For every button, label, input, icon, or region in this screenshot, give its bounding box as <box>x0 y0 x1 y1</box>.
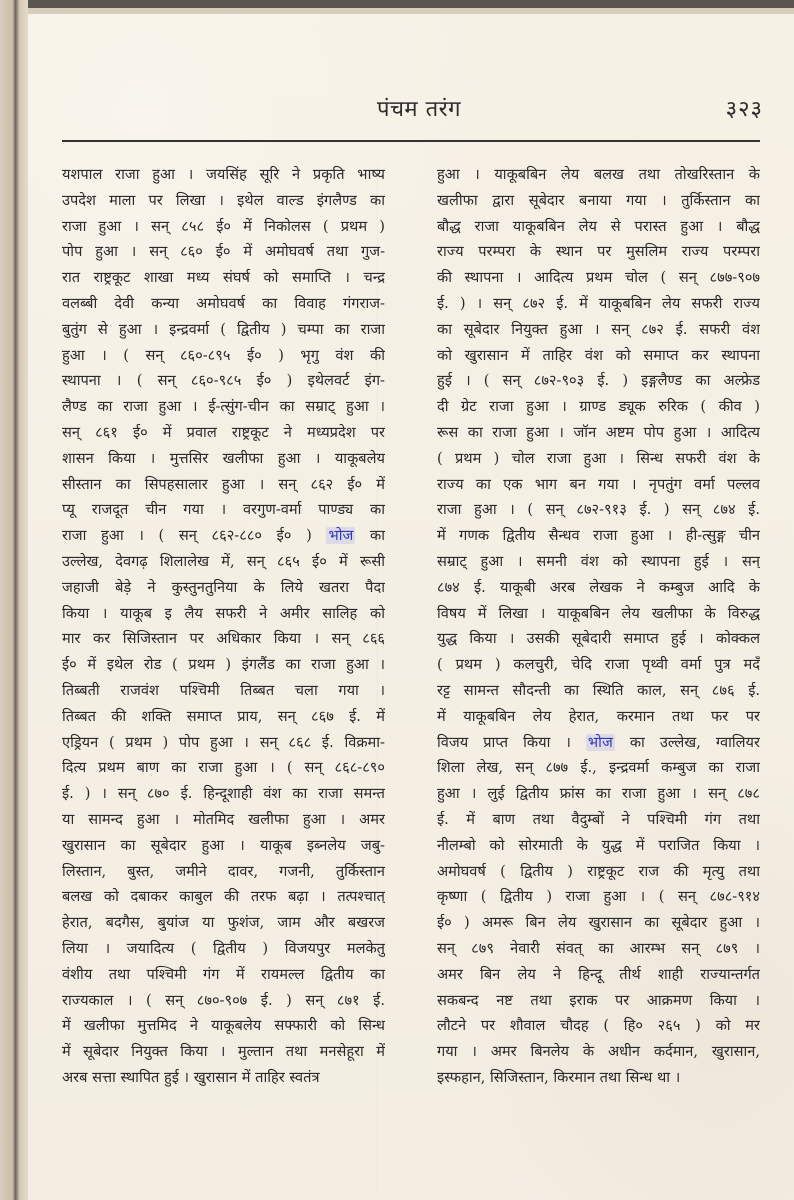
right-column-line <box>437 265 760 291</box>
left-column-line <box>62 936 385 962</box>
right-line-text: रट्ट सामन्त सौदन्ती का स्थिति काल, सन् ८७६ ई. <box>437 681 760 699</box>
right-line-text: राजा हुआ । ( सन् ८७२-९१३ ई. ) सन् ८७४ ई. <box>437 501 760 519</box>
left-line-text: बुतुंग से हुआ । इन्द्रवर्मा ( द्वितीय ) चम्पा का राजा <box>62 320 385 338</box>
left-column-line <box>62 781 385 807</box>
left-column-line <box>62 755 385 781</box>
left-column-line <box>62 575 385 601</box>
right-line-text: कृष्णा ( द्वितीय ) राजा हुआ । ( सन् ८७८-९१४ <box>437 888 760 906</box>
left-column-line <box>62 1039 385 1065</box>
right-column-line <box>437 368 760 394</box>
right-column-line <box>437 730 760 756</box>
header-divider <box>62 140 760 142</box>
left-line-text: किया । याकूब इ लैय सफरी ने अमीर सालिह को <box>62 604 385 622</box>
right-line-text: नीलम्बो को सोरमाती के युद्ध में पराजित किया । <box>437 836 760 854</box>
right-line-text: शिला लेख, सन् ८७७ ई., इन्द्रवर्मा कम्बुज का राजा <box>437 759 760 777</box>
right-column-line <box>437 394 760 420</box>
left-column-line <box>62 188 385 214</box>
left-column-line <box>62 317 385 343</box>
right-column-line <box>437 446 760 472</box>
left-line-text: बलख को दबाकर काबुल की तरफ बढ़ा । तत्पश्चात् <box>62 888 385 906</box>
right-line-text: राज्य का एक भाग बन गया । नृपतुंग वर्मा पल्लव <box>437 475 760 493</box>
left-line-text: राज्यकाल । ( सन् ८७०-९०७ ई. ) सन् ८७१ ई. <box>62 991 385 1009</box>
left-line-text: लिस्तान, बुस्त, जमीने दावर, गजनी, तुर्किस्तान <box>62 862 385 880</box>
right-line-text: युद्ध किया । उसकी सूबेदारी समाप्त हुई । कोक्कल <box>437 630 760 648</box>
left-line-text: प्यू राजदूत चीन गया । वरगुण-वर्मा पाण्ड्य का <box>62 501 385 519</box>
left-line-text: सन् ८६१ ई० में प्रवाल राष्ट्रकूट ने मध्यप्रदेश पर <box>62 423 385 441</box>
page-header <box>28 14 794 154</box>
highlighted-term: भोज <box>328 527 354 545</box>
left-column-line <box>62 1013 385 1039</box>
right-column-line <box>437 652 760 678</box>
left-line-text: वलब्बी देवी कन्या अमोघवर्ष का विवाह गंगराज- <box>62 294 385 312</box>
right-column-line <box>437 575 760 601</box>
left-line-text: उल्लेख, देवगढ़ शिलालेख में, सन् ८६५ ई० में रूसी <box>62 552 385 570</box>
left-line-text: खुरासान का सूबेदार हुआ । याकूब इब्नलेय जबु- <box>62 836 385 854</box>
left-column-line <box>62 859 385 885</box>
right-column-line <box>437 626 760 652</box>
left-column-line <box>62 601 385 627</box>
left-line-text: राजा हुआ । ( सन् ८६२-८८० ई० ) <box>62 527 327 545</box>
right-column-line <box>437 497 760 523</box>
left-column-line <box>62 626 385 652</box>
left-line-text: तिब्बती राजवंश पश्चिमी तिब्बत चला गया । <box>62 681 385 699</box>
right-column-line <box>437 601 760 627</box>
left-line-text: में सूबेदार नियुक्त किया । मुल्तान तथा मनसेहूरा में <box>62 1043 385 1061</box>
left-line-text: में खलीफा मुत्तमिद ने याकूबलेय सफ्फारी को सिन्ध <box>62 1017 385 1035</box>
right-column-line <box>437 239 760 265</box>
right-column-line <box>437 420 760 446</box>
right-line-text: हुआ । याकूबबिन लेय बलख तथा तोखरिस्तान के <box>437 166 760 183</box>
right-column <box>437 162 760 1091</box>
left-column-line <box>62 807 385 833</box>
left-line-text: शासन किया । मुत्तसिर खलीफा हुआ । याकूबलेय <box>62 449 385 467</box>
right-line-text: की स्थापना । आदित्य प्रथम चोल ( सन् ८७७-९०७ <box>437 269 760 287</box>
right-column-line <box>437 188 760 214</box>
left-column-line <box>62 833 385 859</box>
left-column-line <box>62 730 385 756</box>
left-line-text: सीस्तान का सिपहसालार हुआ । सन् ८६२ ई० में <box>62 475 385 493</box>
left-line-text: उपदेश माला पर लिखा । इथेल वाल्ड इंगलैण्ड का <box>62 191 385 209</box>
right-column-line <box>437 833 760 859</box>
right-line-text: ( प्रथम ) कलचुरी, चेदि राजा पृथ्वी वर्मा पुत्र मदँ <box>437 656 760 674</box>
chapter-title: पंचम तरंग <box>376 97 462 122</box>
right-line-text: गया । अमर बिनलेय के अधीन कर्दमान, खुरासान, <box>437 1043 760 1061</box>
left-column-line <box>62 988 385 1014</box>
page <box>28 14 794 1200</box>
left-line-text: जहाजी बेड़े ने कुस्तुनतुनिया के लिये खतरा पैदा <box>62 578 385 596</box>
right-column-line <box>437 859 760 885</box>
left-column-line <box>62 368 385 394</box>
body-columns <box>62 162 760 1194</box>
left-line-text: राजा हुआ । सन् ८५८ ई० में निकोलस ( प्रथम ) <box>62 217 385 235</box>
left-line-text: यशपाल राजा हुआ । जयसिंह सूरि ने प्रकृति भाष्य <box>62 166 385 183</box>
right-column-line <box>437 755 760 781</box>
left-line-text: लिया । जयादित्य ( द्वितीय ) विजयपुर मलकेतु <box>62 939 385 957</box>
right-column-line <box>437 962 760 988</box>
right-line-text: दी ग्रेट राजा हुआ । ग्राण्ड ड्यूक रुरिक ( कीव ) <box>437 398 760 416</box>
right-column-line <box>437 1065 760 1091</box>
right-column-line <box>437 936 760 962</box>
left-column-line <box>62 291 385 317</box>
right-line-text: हुआ । लुई द्वितीय फ्रांस का राजा हुआ । सन् ८७८ <box>437 785 760 803</box>
right-line-text: अमोघवर्ष ( द्वितीय ) राष्ट्रकूट राज की मृत्यु तथा <box>437 862 760 880</box>
left-column-line <box>62 678 385 704</box>
page-number: ३२३ <box>725 97 763 122</box>
right-line-text: का सूबेदार नियुक्त हुआ । सन् ८७२ ई. सफरी वंश <box>437 320 760 338</box>
right-line-text: रूस का राजा हुआ । जॉन अष्टम पोप हुआ । आदित्य <box>437 423 760 441</box>
left-column-line <box>62 472 385 498</box>
left-line-text: रात राष्ट्रकूट शाखा मध्य संघर्ष को समाप्ति । चन्द्र <box>62 269 385 287</box>
right-column-line <box>437 884 760 910</box>
left-line-text: ई. ) । सन् ८७० ई. हिन्दूशाही वंश का राजा समन्त <box>62 785 385 803</box>
left-column-line <box>62 1065 385 1091</box>
right-column-line <box>437 910 760 936</box>
left-line-text: हुआ । ( सन् ८६०-८९५ ई० ) भृगु वंश की <box>62 346 385 364</box>
right-line-text: राज्य परम्परा के स्थान पर मुसलिम राज्य परम्परा <box>437 243 760 261</box>
left-column-line <box>62 420 385 446</box>
right-column-line <box>437 781 760 807</box>
left-line-text: वंशीय तथा पश्चिमी गंग में रायमल्ल द्वितीय का <box>62 965 385 983</box>
left-column-line <box>62 884 385 910</box>
right-line-text: ई. ) । सन् ८७२ ई. में याकूबबिन लेय सफरी राज्य <box>437 294 760 312</box>
right-column-line <box>437 343 760 369</box>
right-line-text: ( प्रथम ) चोल राजा हुआ । सिन्ध सफरी वंश के <box>437 449 760 467</box>
right-column-line <box>437 1013 760 1039</box>
left-line-text: ई० में इथेल रोड ( प्रथम ) इंगलैंड का राजा हुआ । <box>62 656 385 674</box>
left-column-line <box>62 239 385 265</box>
right-line-text: विषय में लिखा । याकूबबिन लेय खलीफा के विरुद्ध <box>437 604 760 622</box>
right-line-text: का उल्लेख, ग्वालियर <box>614 733 760 751</box>
right-line-text: सन् ८७९ नेवारी संवत् का आरम्भ सन् ८७९ । <box>437 939 760 957</box>
left-column-line <box>62 910 385 936</box>
left-column-line <box>62 549 385 575</box>
left-column-line <box>62 394 385 420</box>
left-line-text: मार कर सिजिस्तान पर अधिकार किया । सन् ८६६ <box>62 630 385 648</box>
left-column-line <box>62 652 385 678</box>
left-column-line <box>62 704 385 730</box>
left-column-line <box>62 162 385 188</box>
right-column-line <box>437 1039 760 1065</box>
left-line-text: लैण्ड का राजा हुआ । ई-त्सुंग-चीन का सम्राट् हुआ । <box>62 398 385 416</box>
right-column-line <box>437 704 760 730</box>
left-column-line <box>62 962 385 988</box>
left-column-line <box>62 343 385 369</box>
right-column-line <box>437 291 760 317</box>
left-column-line <box>62 265 385 291</box>
right-column-line <box>437 214 760 240</box>
page-top-border <box>24 0 794 8</box>
right-line-text: हुई । ( सन् ८७२-९०३ ई. ) इङ्गलैण्ड का अल्फ्रेड <box>437 372 760 390</box>
right-line-text: को खुरासान में ताहिर वंश को समाप्त कर स्थापना <box>437 346 760 364</box>
right-line-text: सकबन्द नष्ट तथा इराक पर आक्रमण किया । <box>437 991 760 1009</box>
right-column-line <box>437 678 760 704</box>
right-line-text: ८७४ ई. याकूबी अरब लेखक ने कम्बुज आदि के <box>437 578 760 596</box>
left-line-text: या सामन्द हुआ । मोतमिद खलीफा हुआ । अमर <box>62 810 385 828</box>
right-line-text: में गणक द्वितीय सैन्धव राजा हुआ । ही-त्सुङ्ग चीन <box>437 527 760 545</box>
right-line-text: में याकूबबिन लेय हेरात, करमान तथा फर पर <box>437 707 760 725</box>
left-line-text: अरब सत्ता स्थापित हुई । खुरासान में ताहिर स्वतंत्र <box>62 1068 320 1086</box>
right-line-text: सम्राट् हुआ । समनी वंश को स्थापना हुई । सन् <box>437 552 760 570</box>
left-line-text: तिब्बत की शक्ति समाप्त प्राय, सन् ८६७ ई. में <box>62 707 385 725</box>
right-line-text: ई. में बाण तथा वैदुम्बों ने पश्चिमी गंग तथा <box>437 810 760 828</box>
left-line-text: पोप हुआ । सन् ८६० ई० में अमोघवर्ष तथा गुज- <box>62 243 385 261</box>
column-gutter <box>377 164 378 1192</box>
left-column-line <box>62 214 385 240</box>
left-line-text: स्थापना । ( सन् ८६०-९८५ ई० ) इथेलवर्ट इंग- <box>62 372 385 390</box>
right-line-text: ई० ) अमरू बिन लेय खुरासान का सूबेदार हुआ । <box>437 914 760 932</box>
left-line-text: हेरात, बदगैस, बुयांज या फुशंज, जाम और बखरज <box>62 914 385 932</box>
right-column-line <box>437 549 760 575</box>
right-column-line <box>437 317 760 343</box>
highlighted-term: भोज <box>587 733 613 751</box>
left-line-text: एड्रियन ( प्रथम ) पोप हुआ । सन् ८६८ ई. विक्रमा- <box>62 733 385 751</box>
right-line-text: विजय प्राप्त किया । <box>437 733 586 751</box>
right-column-line <box>437 807 760 833</box>
book-spine <box>0 0 28 1200</box>
right-line-text: बौद्ध राजा याकूबबिन लेय से परास्त हुआ । बौद्ध <box>437 217 760 235</box>
right-column-line <box>437 472 760 498</box>
right-line-text: लौटने पर शौवाल चौदह ( हि० २६५ ) को मर <box>437 1017 760 1035</box>
left-line-text: का <box>355 527 385 545</box>
left-column-line <box>62 523 385 549</box>
left-line-text: दित्य प्रथम बाण का राजा हुआ । ( सन् ८६८-८९० <box>62 759 385 777</box>
left-column-line <box>62 497 385 523</box>
right-column-line <box>437 523 760 549</box>
right-column-line <box>437 988 760 1014</box>
left-column-line <box>62 446 385 472</box>
right-line-text: अमर बिन लेय ने हिन्दू तीर्थ शाही राज्यान्तर्गत <box>437 965 760 983</box>
right-line-text: खलीफा द्वारा सूबेदार बनाया गया । तुर्किस्तान का <box>437 191 760 209</box>
right-column-line <box>437 162 760 188</box>
left-column <box>62 162 385 1091</box>
right-line-text: इस्फहान, सिजिस्तान, किरमान तथा सिन्ध था । <box>437 1068 681 1086</box>
